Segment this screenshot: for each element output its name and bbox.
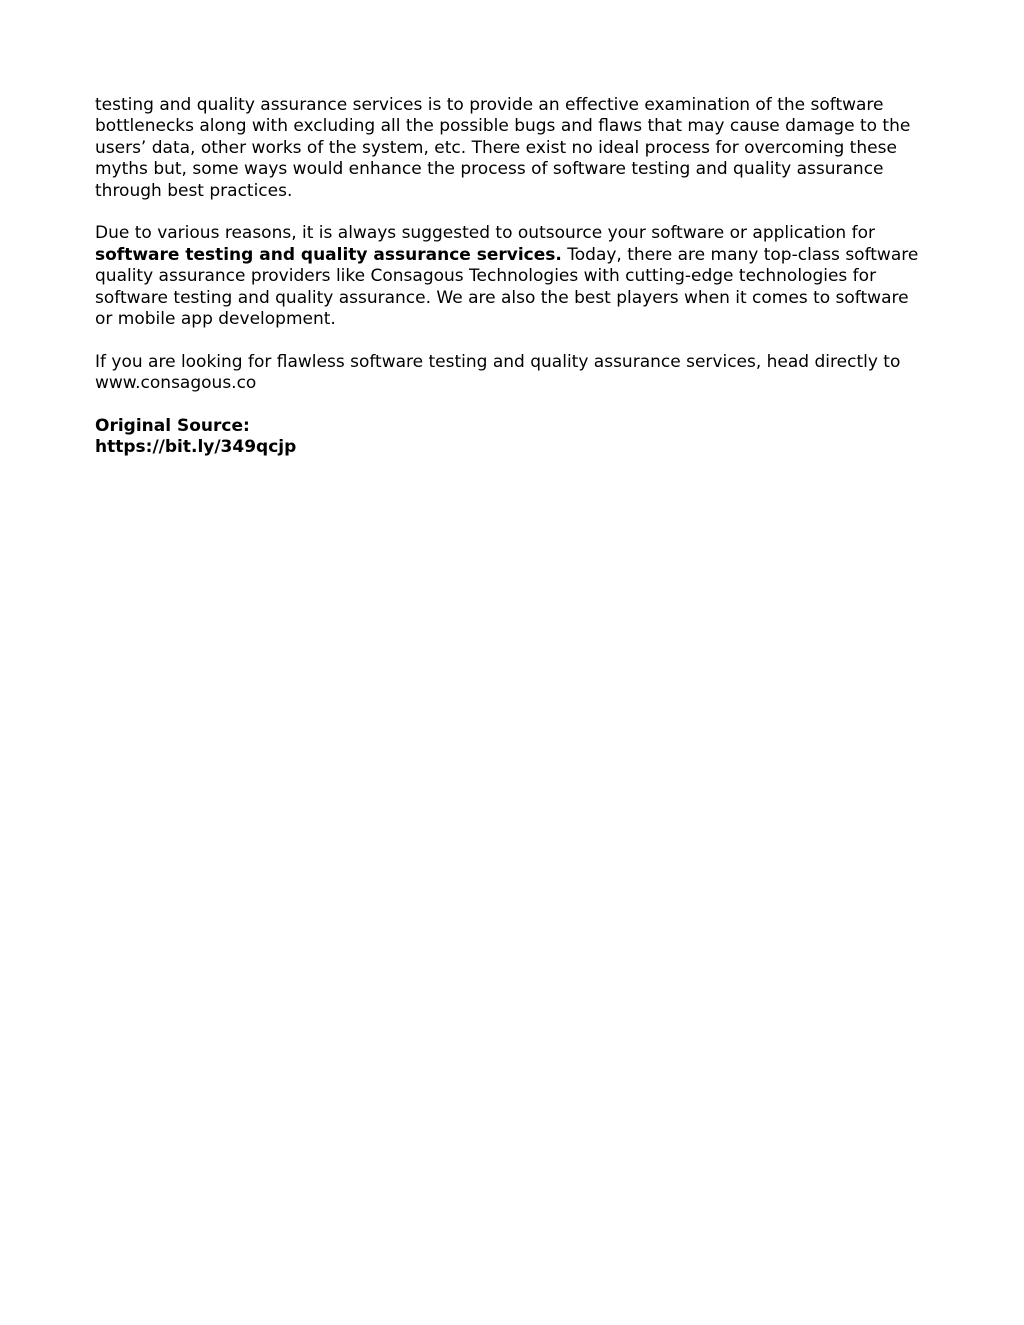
paragraph-intro: testing and quality assurance services is to provide an effective examination of the software bottlenecks along with excluding all the possible bugs and flaws that may cause damage to the users’ data, other works of the system, etc. There exist no ideal process for overcoming these myths but, some ways would enhance the process of software testing and quality assurance through best practices.: [95, 95, 911, 201]
paragraph-outsource-rest: Today, there are many top-class software quality assurance providers like Consagous Technologies with cutting-edge technologies for software testing and quality assurance. We are also the best players when it comes to software or mobile app development.: [95, 244, 919, 330]
paragraph-contact: If you are looking for flawless software testing and quality assurance services, head directly to www.consagous.co: [95, 351, 901, 394]
document-page: [95, 95, 925, 459]
source-block: [95, 416, 925, 459]
source-label: Original Source:: [95, 416, 250, 437]
source-link[interactable]: https://bit.ly/349qcjp: [95, 437, 297, 458]
paragraph-outsource: [95, 223, 925, 330]
paragraph-outsource-bold: software testing and quality assurance services.: [95, 244, 562, 265]
paragraph-outsource-lead: Due to various reasons, it is always suggested to outsource your software or application for: [95, 223, 875, 244]
